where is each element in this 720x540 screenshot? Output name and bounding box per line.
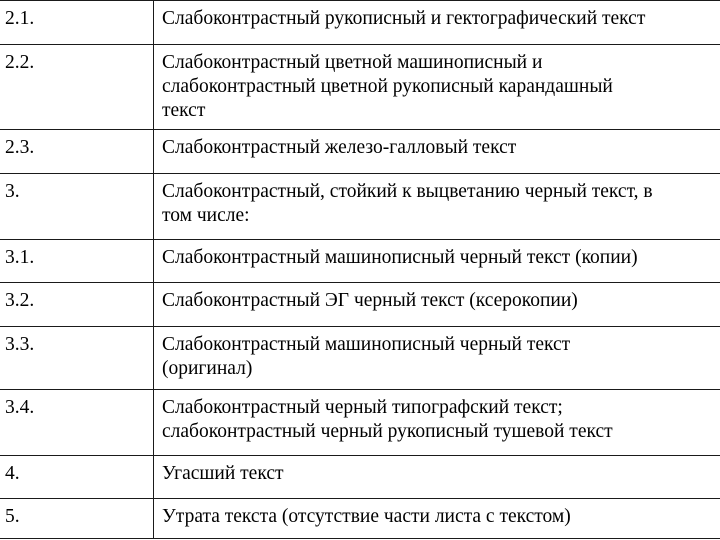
row-description — [154, 240, 720, 283]
row-number-text: 2.3. — [5, 137, 35, 158]
row-number-text: 2.2. — [5, 52, 35, 73]
row-number-text: 3. — [5, 181, 20, 202]
row-number — [0, 456, 154, 499]
row-description-text: Слабоконтрастный рукописный и гектографический текст — [162, 8, 646, 29]
table-row — [0, 240, 720, 283]
table-row — [0, 45, 720, 130]
row-description-text: Слабоконтрастный машинописный черный текст (копии) — [162, 247, 638, 268]
row-number — [0, 499, 154, 539]
table-row — [0, 130, 720, 174]
row-description-text: Слабоконтрастный цветной машинописный и слабоконтрастный цветной рукописный карандашный текст — [162, 52, 613, 121]
row-description-text: Слабоконтрастный, стойкий к выцветанию черный текст, в том числе: — [162, 181, 653, 226]
row-description — [154, 390, 720, 456]
row-description — [154, 174, 720, 240]
row-number — [0, 45, 154, 130]
row-description — [154, 456, 720, 499]
row-description-text: Слабоконтрастный ЭГ черный текст (ксерокопии) — [162, 290, 578, 311]
row-number — [0, 240, 154, 283]
row-description — [154, 499, 720, 539]
row-number-text: 3.3. — [5, 334, 35, 355]
row-number — [0, 1, 154, 45]
row-description-text: Слабоконтрастный черный типографский текст; слабоконтрастный черный рукописный тушевой текст — [162, 397, 613, 442]
row-description — [154, 45, 720, 130]
row-number — [0, 327, 154, 390]
row-number — [0, 130, 154, 174]
row-description — [154, 1, 720, 45]
row-number-text: 4. — [5, 463, 20, 484]
table-row — [0, 174, 720, 240]
table-row — [0, 283, 720, 327]
row-description-text: Утрата текста (отсутствие части листа с текстом) — [162, 506, 571, 527]
row-description — [154, 327, 720, 390]
row-description — [154, 130, 720, 174]
table-row — [0, 390, 720, 456]
row-number — [0, 174, 154, 240]
row-number-text: 3.1. — [5, 247, 35, 268]
row-description — [154, 283, 720, 327]
row-number-text: 5. — [5, 506, 20, 527]
table-row — [0, 456, 720, 499]
row-number — [0, 390, 154, 456]
table-row — [0, 1, 720, 45]
row-number-text: 3.4. — [5, 397, 35, 418]
row-number-text: 2.1. — [5, 8, 35, 29]
row-number-text: 3.2. — [5, 290, 35, 311]
row-description-text: Слабоконтрастный машинописный черный текст (оригинал) — [162, 334, 571, 379]
row-description-text: Слабоконтрастный железо-галловый текст — [162, 137, 517, 158]
row-number — [0, 283, 154, 327]
row-description-text: Угасший текст — [162, 463, 284, 484]
table-row — [0, 327, 720, 390]
table-row — [0, 499, 720, 539]
